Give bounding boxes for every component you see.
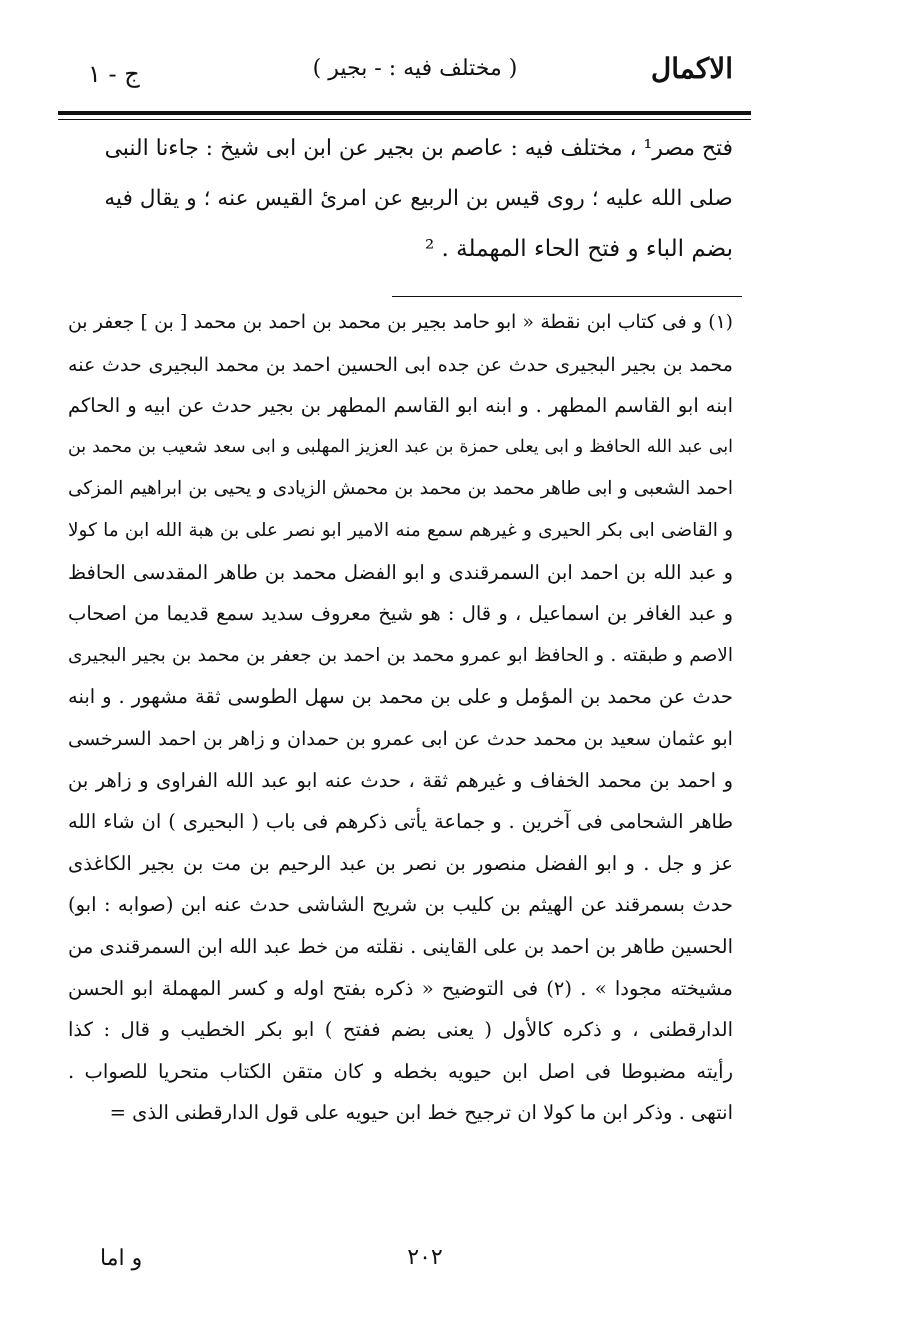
footnote-line: عز و جل . و ابو الفضل منصور بن نصر بن عبد الرحيم بن مت بن بجير الكاغذى <box>68 851 733 875</box>
footnote-line: رأيته مضبوطا فى اصل ابن حيويه بخطه و كان متقن الكتاب متحريا للصواب . <box>68 1059 733 1083</box>
footnote-line: محمد بن بجير البجيرى حدث عن جده ابى الحسين احمد بن محمد البجيرى حدث عنه <box>68 352 733 376</box>
header-rule-thick <box>58 111 751 115</box>
footnote-line: طاهر الشحامى فى آخرين . و جماعة يأتى ذكرهم فى باب ( البحيرى ) ان شاء الله <box>68 810 733 834</box>
footnote-line: و احمد بن محمد الخفاف و غيرهم ثقة ، حدث عنه ابو عبد الله الفراوى و زاهر بن <box>68 768 733 792</box>
running-subject: ( مختلف فيه : - بجير ) <box>312 56 518 81</box>
footnote-line: حدث عن محمد بن المؤمل و على بن محمد بن سهل الطوسى ثقة مشهور . و ابنه <box>68 685 733 709</box>
footnote-line: ابو عثمان سعيد بن محمد حدث عن ابى عمرو بن حمدان و زاهر بن احمد السرخسى <box>68 726 733 750</box>
catchword: و اما <box>100 1246 143 1271</box>
footnote-line: الدارقطنى ، و ذكره كالأول ( يعنى بضم ففتح ) ابو بكر الخطيب و قال : كذا <box>68 1018 733 1042</box>
footnote-line: حدث بسمرقند عن الهيثم بن كليب بن شريح الشاشى حدث عنه ابن (صوابه : ابو) <box>68 893 733 917</box>
footnote-separator <box>392 296 742 297</box>
entry-line: صلى الله عليه ؛ روى قيس بن الربيع عن امرئ القيس عنه ؛ و يقال فيه <box>104 186 733 211</box>
footnote-line: احمد الشعبى و ابى طاهر محمد بن محمد بن محمش الزيادى و يحيى بن ابراهيم المزكى <box>68 478 733 500</box>
footnote-line: مشيخته مجودا » . (٢) فى التوضيح « ذكره بفتح اوله و كسر المهملة ابو الحسن <box>68 976 733 1000</box>
footnote-line: انتهى . وذكر ابن ما كولا ان ترجيح خط ابن حيويه على قول الدارقطنى الذى = <box>109 1101 733 1125</box>
footnote-line: الحسين طاهر بن احمد بن على القاينى . نقلته من خط عبد الله ابن السمرقندى من <box>68 934 733 958</box>
footnote-line: و القاضى ابى بكر الحيرى و غيرهم سمع منه الامير ابو نصر على بن هبة الله ابن ما كولا <box>68 519 733 541</box>
entry-line: فتح مصر¹ ، مختلف فيه : عاصم بن بجير عن ابن ابى شيخ : جاءنا النبى <box>104 136 733 161</box>
footnotes <box>68 302 733 1134</box>
entry-line: بضم الباء و فتح الحاء المهملة . ² <box>424 236 733 262</box>
running-title: الاكمال <box>650 52 733 85</box>
page-number: ٢٠٢ <box>407 1245 443 1270</box>
header-rule-thin <box>58 119 751 120</box>
footnote-line: ابنه ابو القاسم المطهر . و ابنه ابو القاسم المطهر بن بجير حدث عن ابيه و الحاكم <box>68 394 733 418</box>
footnote-line: و عبد الغافر بن اسماعيل ، و قال : هو شيخ معروف سديد سمع قديما من اصحاب <box>68 602 733 626</box>
footnote-line: الاصم و طبقته . و الحافظ ابو عمرو محمد بن احمد بن جعفر بن محمد بن بجير البجيرى <box>68 644 733 666</box>
main-entry <box>98 124 733 274</box>
volume-marker: ج - ١ <box>88 60 140 88</box>
footnote-line: و عبد الله بن احمد ابن السمرقندى و ابو الفضل محمد بن طاهر المقدسى الحافظ <box>68 560 733 584</box>
footnote-line: ابى عبد الله الحافظ و ابى يعلى حمزة بن عبد العزيز المهلبى و ابى سعد شعيب بن محمد بن <box>68 436 733 457</box>
footnote-line: (١) و فى كتاب ابن نقطة « ابو حامد بجير بن محمد بن احمد بن محمد [ بن ] جعفر بن <box>68 312 733 333</box>
